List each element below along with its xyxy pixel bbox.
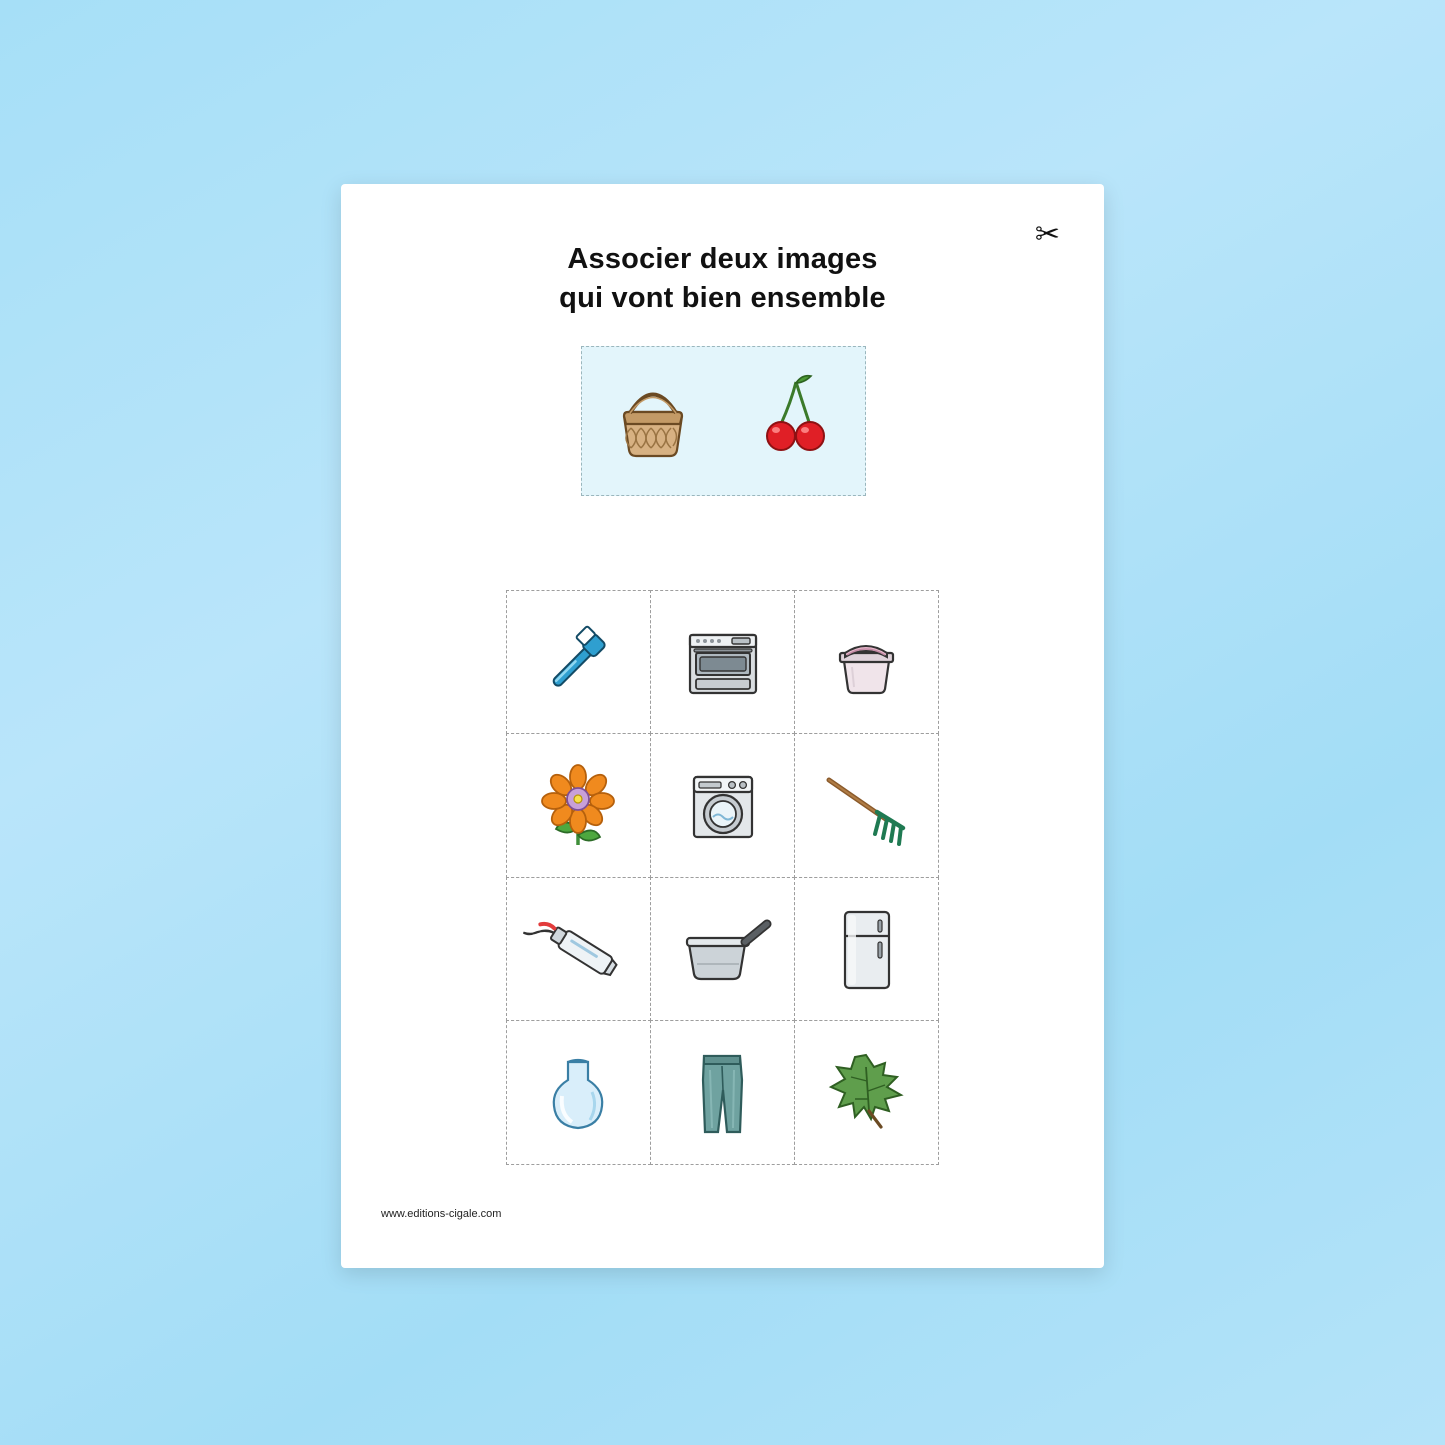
flower-icon: [526, 753, 631, 858]
card-oven[interactable]: [650, 590, 795, 735]
card-vase[interactable]: [506, 1020, 651, 1165]
fridge-icon: [814, 896, 919, 1001]
oven-icon: [670, 609, 775, 714]
washing-machine-icon: [670, 753, 775, 858]
card-yogurt[interactable]: [794, 590, 939, 735]
cherries-icon: [735, 362, 853, 480]
rake-icon: [811, 750, 921, 860]
saucepan-icon: [667, 894, 777, 1004]
basket-icon: [594, 362, 712, 480]
cut-out-cards-grid: [506, 590, 938, 1164]
toothbrush-icon: [528, 612, 628, 712]
vase-icon: [526, 1040, 631, 1145]
card-saucepan[interactable]: [650, 877, 795, 1022]
card-toothbrush[interactable]: [506, 590, 651, 735]
worksheet-sheet: [341, 184, 1104, 1268]
scissors-icon: ✂: [1034, 218, 1060, 251]
card-washing-machine[interactable]: [650, 733, 795, 878]
page-title-line1: Associer deux images: [567, 243, 878, 275]
page-title-line2: qui vont bien ensemble: [559, 282, 886, 315]
card-toothpaste[interactable]: [506, 877, 651, 1022]
example-pair-box: [581, 346, 866, 496]
card-flower[interactable]: [506, 733, 651, 878]
page-title: [341, 240, 1104, 318]
toothpaste-icon: [523, 894, 633, 1004]
card-trousers[interactable]: [650, 1020, 795, 1165]
yogurt-icon: [814, 609, 919, 714]
footer-url[interactable]: www.editions-cigale.com: [381, 1208, 502, 1220]
leaf-icon: [811, 1037, 921, 1147]
trousers-icon: [670, 1040, 775, 1145]
card-leaf[interactable]: [794, 1020, 939, 1165]
card-fridge[interactable]: [794, 877, 939, 1022]
card-rake[interactable]: [794, 733, 939, 878]
